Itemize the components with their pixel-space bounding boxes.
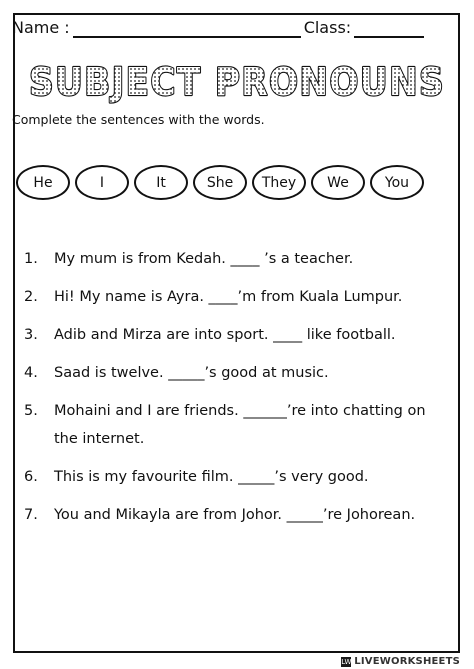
word-option-they[interactable]: They: [252, 165, 306, 200]
instruction-text: Complete the sentences with the words.: [12, 112, 265, 127]
worksheet-title: [0, 55, 474, 105]
word-option-she[interactable]: She: [193, 165, 247, 200]
sentence-text: Adib and Mirza are into sport. ____ like football.: [54, 327, 396, 343]
sentence-item: [24, 501, 444, 529]
sentence-item: [24, 359, 444, 387]
brand-name: LIVEWORKSHEETS: [354, 656, 460, 667]
sentence-number: 2.: [24, 289, 38, 305]
sentence-text: Hi! My name is Ayra. ____’m from Kuala Lumpur.: [54, 289, 403, 305]
sentence-number: 1.: [24, 251, 38, 267]
word-option-i[interactable]: I: [75, 165, 129, 200]
sentence-text: Saad is twelve. _____’s good at music.: [54, 365, 329, 381]
class-label: Class:: [303, 18, 352, 37]
sentence-number: 3.: [24, 327, 38, 343]
name-field[interactable]: [73, 20, 301, 38]
name-label: Name :: [12, 18, 70, 37]
sentence-number: 4.: [24, 365, 38, 381]
liveworksheets-logo-icon: LW: [341, 657, 352, 666]
sentence-number: 7.: [24, 507, 38, 523]
title-text: SUBJECT PRONOUNS: [29, 60, 445, 104]
sentence-item: [24, 283, 444, 311]
student-header: [12, 12, 462, 38]
word-option-it[interactable]: It: [134, 165, 188, 200]
sentence-item: [24, 463, 444, 491]
sentence-item: [24, 397, 444, 453]
sentence-text: Mohaini and I are friends. ______’re into chatting on the internet.: [54, 403, 426, 447]
word-option-you[interactable]: You: [370, 165, 424, 200]
footer-branding: [341, 656, 460, 667]
class-field[interactable]: [354, 20, 424, 38]
word-option-we[interactable]: We: [311, 165, 365, 200]
sentence-list: [24, 245, 444, 529]
sentence-item: [24, 321, 444, 349]
sentence-text: This is my favourite film. _____’s very good.: [54, 469, 369, 485]
sentence-number: 5.: [24, 403, 38, 419]
sentence-text: My mum is from Kedah. ____ ’s a teacher.: [54, 251, 354, 267]
sentence-item: [24, 245, 444, 273]
sentence-number: 6.: [24, 469, 38, 485]
word-bank: [16, 165, 431, 200]
sentence-text: You and Mikayla are from Johor. _____’re Johorean.: [54, 507, 416, 523]
word-option-he[interactable]: He: [16, 165, 70, 200]
